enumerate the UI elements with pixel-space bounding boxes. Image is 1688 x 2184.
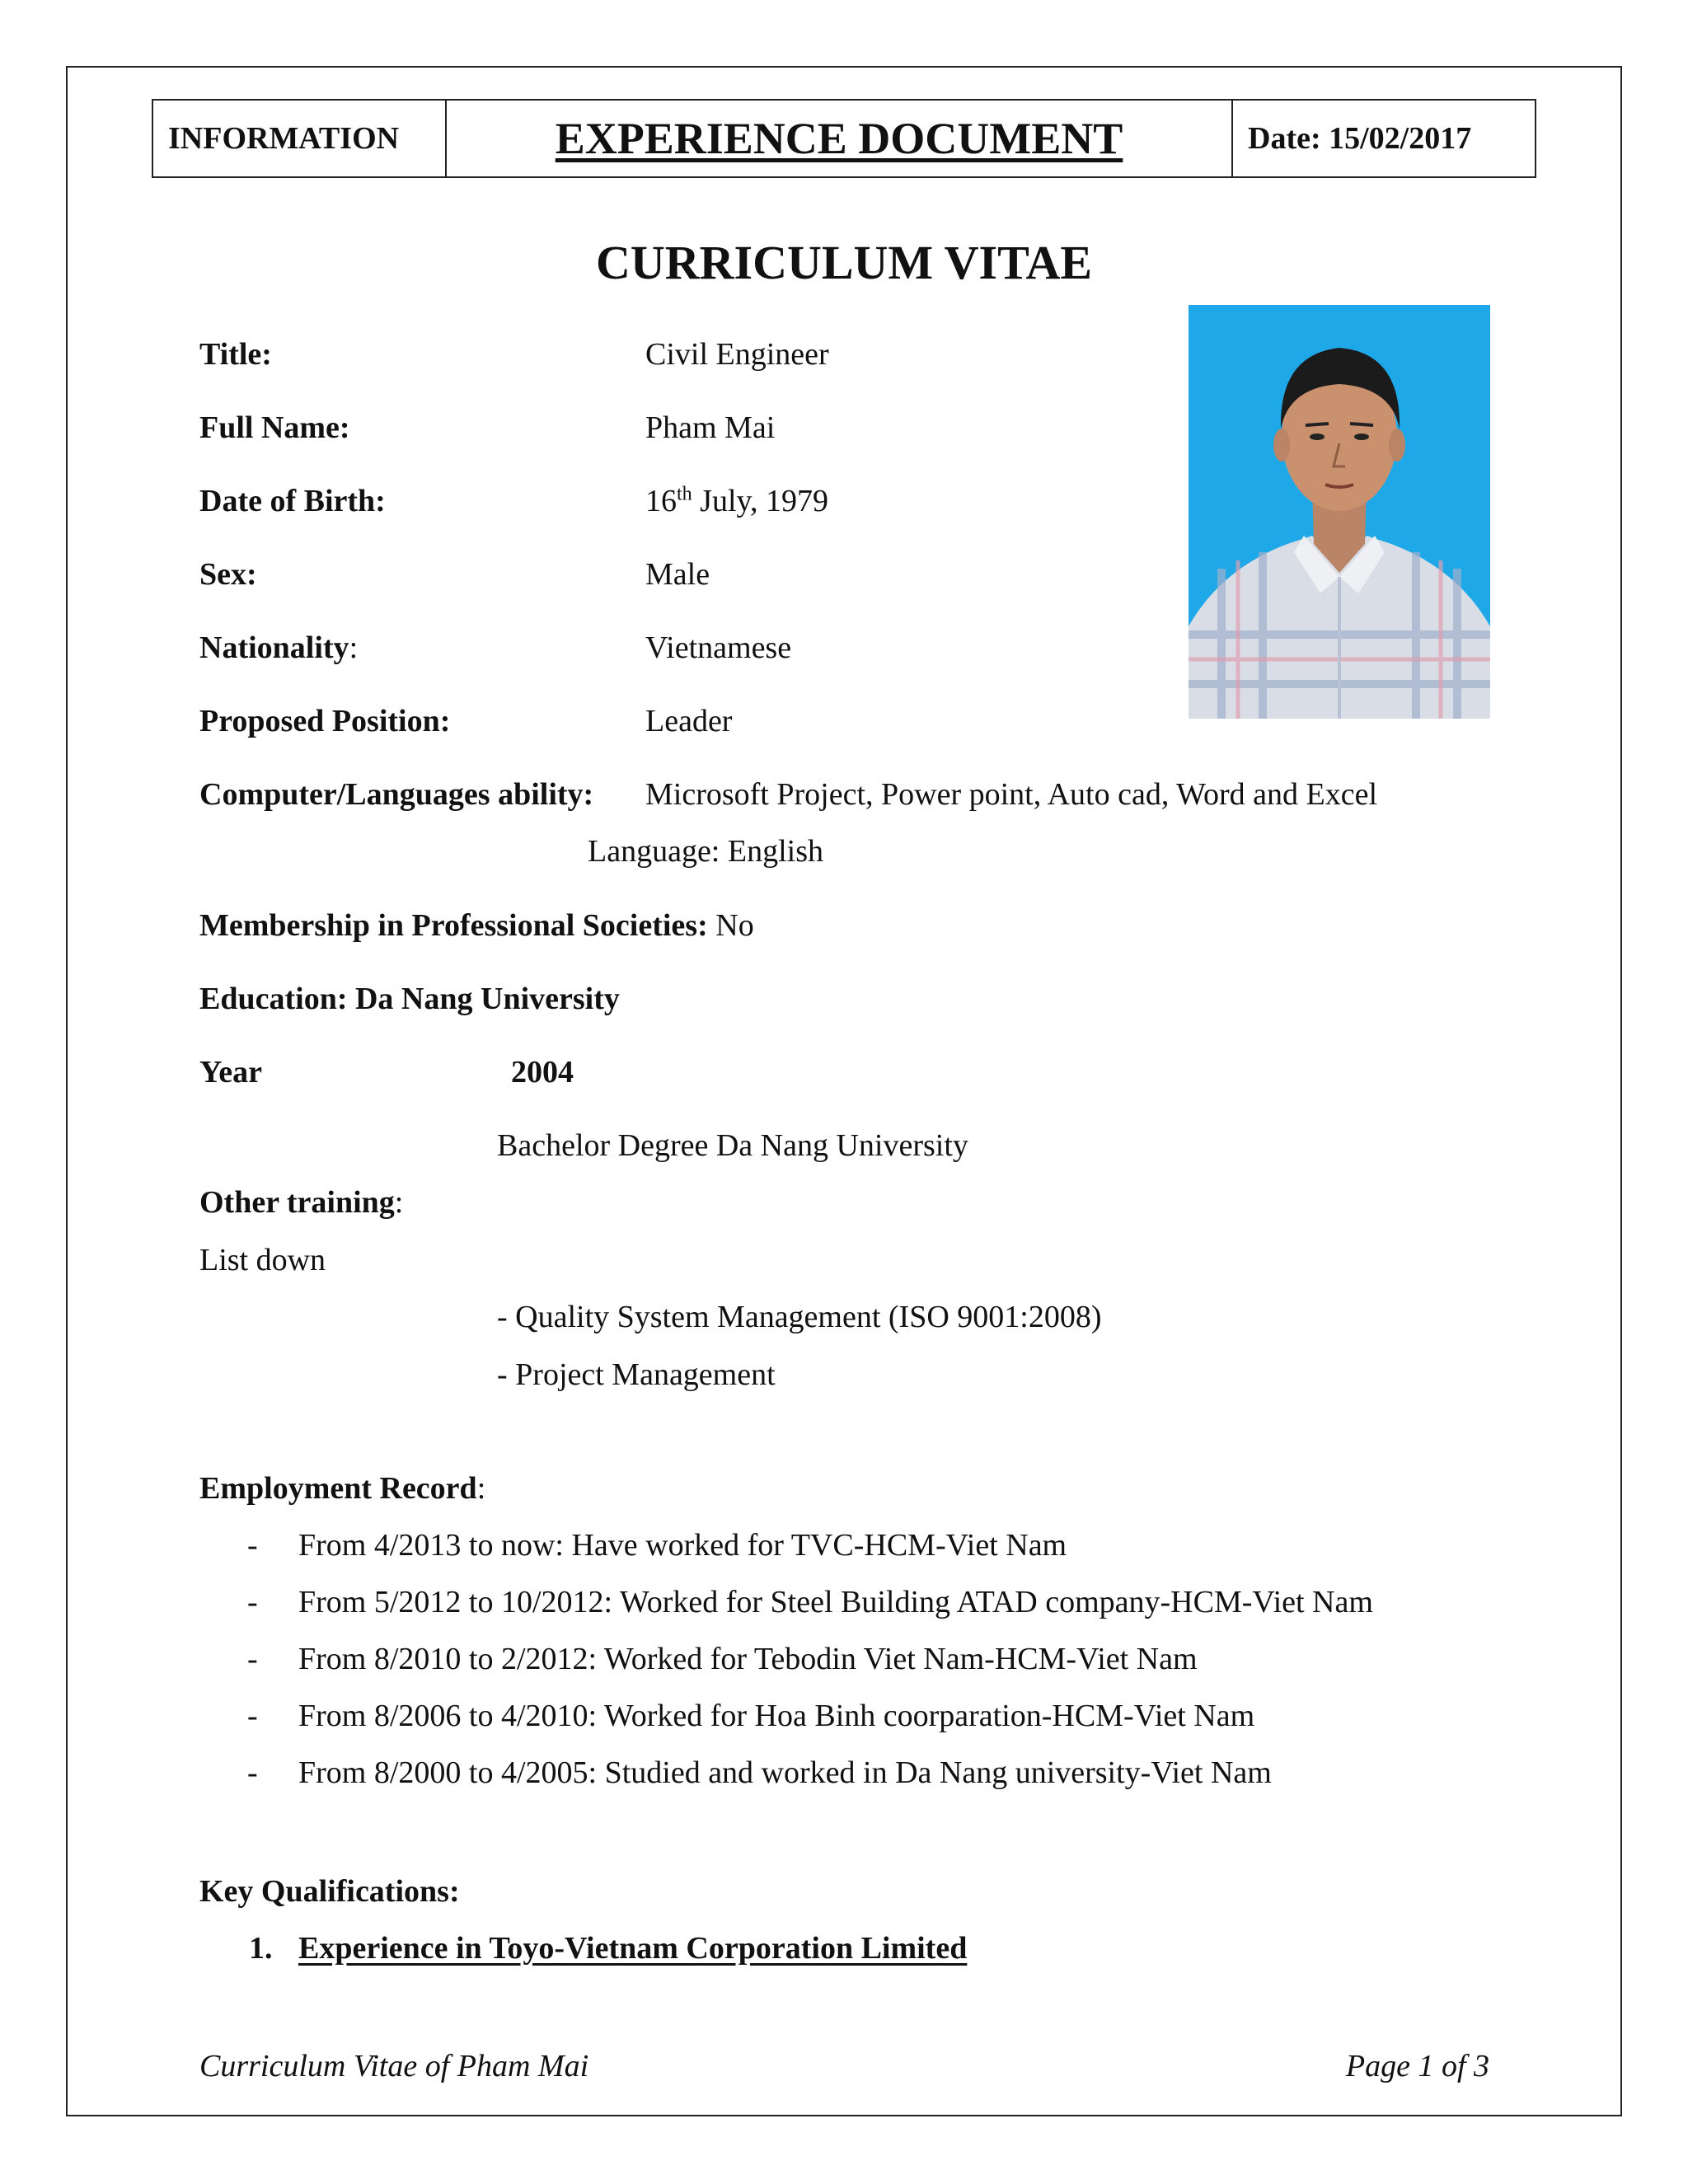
nationality-colon: : — [349, 630, 359, 665]
qualification-item: Experience in Toyo-Vietnam Corporation Limited — [298, 1931, 968, 1966]
training-item: - Quality System Management (ISO 9001:2008) — [497, 1300, 1102, 1334]
other-training-label-text: Other training — [199, 1185, 395, 1220]
employment-item: From 4/2013 to now: Have worked for TVC-HCM-Viet Nam — [298, 1528, 1067, 1563]
full-name-value: Pham Mai — [645, 410, 776, 445]
dob-day: 16 — [645, 484, 677, 518]
membership-line — [199, 907, 754, 944]
header-table — [152, 99, 1536, 178]
employment-bullet: - — [247, 1585, 258, 1619]
education-heading: Education: Da Nang University — [199, 982, 620, 1016]
employment-record-heading — [199, 1469, 485, 1507]
nationality-label-text: Nationality — [199, 630, 349, 665]
qualification-number: 1. — [249, 1931, 273, 1966]
computer-languages-value: Microsoft Project, Power point, Auto cad, Word and Excel — [645, 777, 1378, 812]
employment-item: From 8/2010 to 2/2012: Worked for Tebodin Viet Nam-HCM-Viet Nam — [298, 1642, 1198, 1676]
year-label: Year — [199, 1055, 262, 1090]
membership-value: No — [707, 908, 754, 943]
employment-item: From 5/2012 to 10/2012: Worked for Steel Building ATAD company-HCM-Viet Nam — [298, 1585, 1373, 1619]
full-name-label: Full Name: — [199, 410, 350, 445]
employment-bullet: - — [247, 1699, 258, 1733]
degree-text: Bachelor Degree Da Nang University — [497, 1128, 968, 1163]
title-value: Civil Engineer — [645, 337, 829, 372]
cv-title: CURRICULUM VITAE — [595, 236, 1093, 289]
employment-bullet: - — [247, 1528, 258, 1563]
date-of-birth-label: Date of Birth: — [199, 484, 386, 518]
computer-languages-label: Computer/Languages ability: — [199, 777, 594, 812]
proposed-position-label: Proposed Position: — [199, 704, 451, 738]
profile-photo — [1189, 305, 1490, 719]
language-value: Language: English — [588, 834, 823, 869]
person-portrait-icon — [1189, 305, 1490, 719]
employment-item: From 8/2006 to 4/2010: Worked for Hoa Binh coorparation-HCM-Viet Nam — [298, 1699, 1255, 1733]
training-item: - Project Management — [497, 1357, 776, 1392]
employment-record-label: Employment Record — [199, 1471, 477, 1506]
date-of-birth-value — [645, 482, 828, 520]
dob-suffix: th — [677, 483, 692, 505]
header-document-title: EXPERIENCE DOCUMENT — [447, 101, 1233, 176]
other-training-colon: : — [394, 1185, 404, 1220]
nationality-label — [199, 629, 358, 667]
dob-month-year: July, 1979 — [692, 484, 829, 518]
sex-value: Male — [645, 557, 710, 592]
key-qualifications-heading: Key Qualifications: — [199, 1874, 460, 1909]
title-label: Title: — [199, 337, 272, 372]
other-training-label — [199, 1183, 403, 1221]
employment-bullet: - — [247, 1642, 258, 1676]
list-down-text: List down — [199, 1243, 326, 1277]
employment-bullet: - — [247, 1755, 258, 1790]
footer-page-number: Page 1 of 3 — [1345, 2049, 1489, 2083]
proposed-position-value: Leader — [645, 704, 733, 738]
header-date: Date: 15/02/2017 — [1248, 121, 1472, 156]
nationality-value: Vietnamese — [645, 630, 792, 665]
footer-document-name: Curriculum Vitae of Pham Mai — [199, 2049, 589, 2083]
sex-label: Sex: — [199, 557, 257, 592]
employment-record-colon: : — [476, 1471, 486, 1506]
year-value: 2004 — [511, 1055, 574, 1090]
employment-item: From 8/2000 to 4/2005: Studied and worked in Da Nang university-Viet Nam — [298, 1755, 1272, 1790]
membership-label: Membership in Professional Societies: — [199, 908, 708, 943]
header-info-label: INFORMATION — [153, 101, 447, 176]
